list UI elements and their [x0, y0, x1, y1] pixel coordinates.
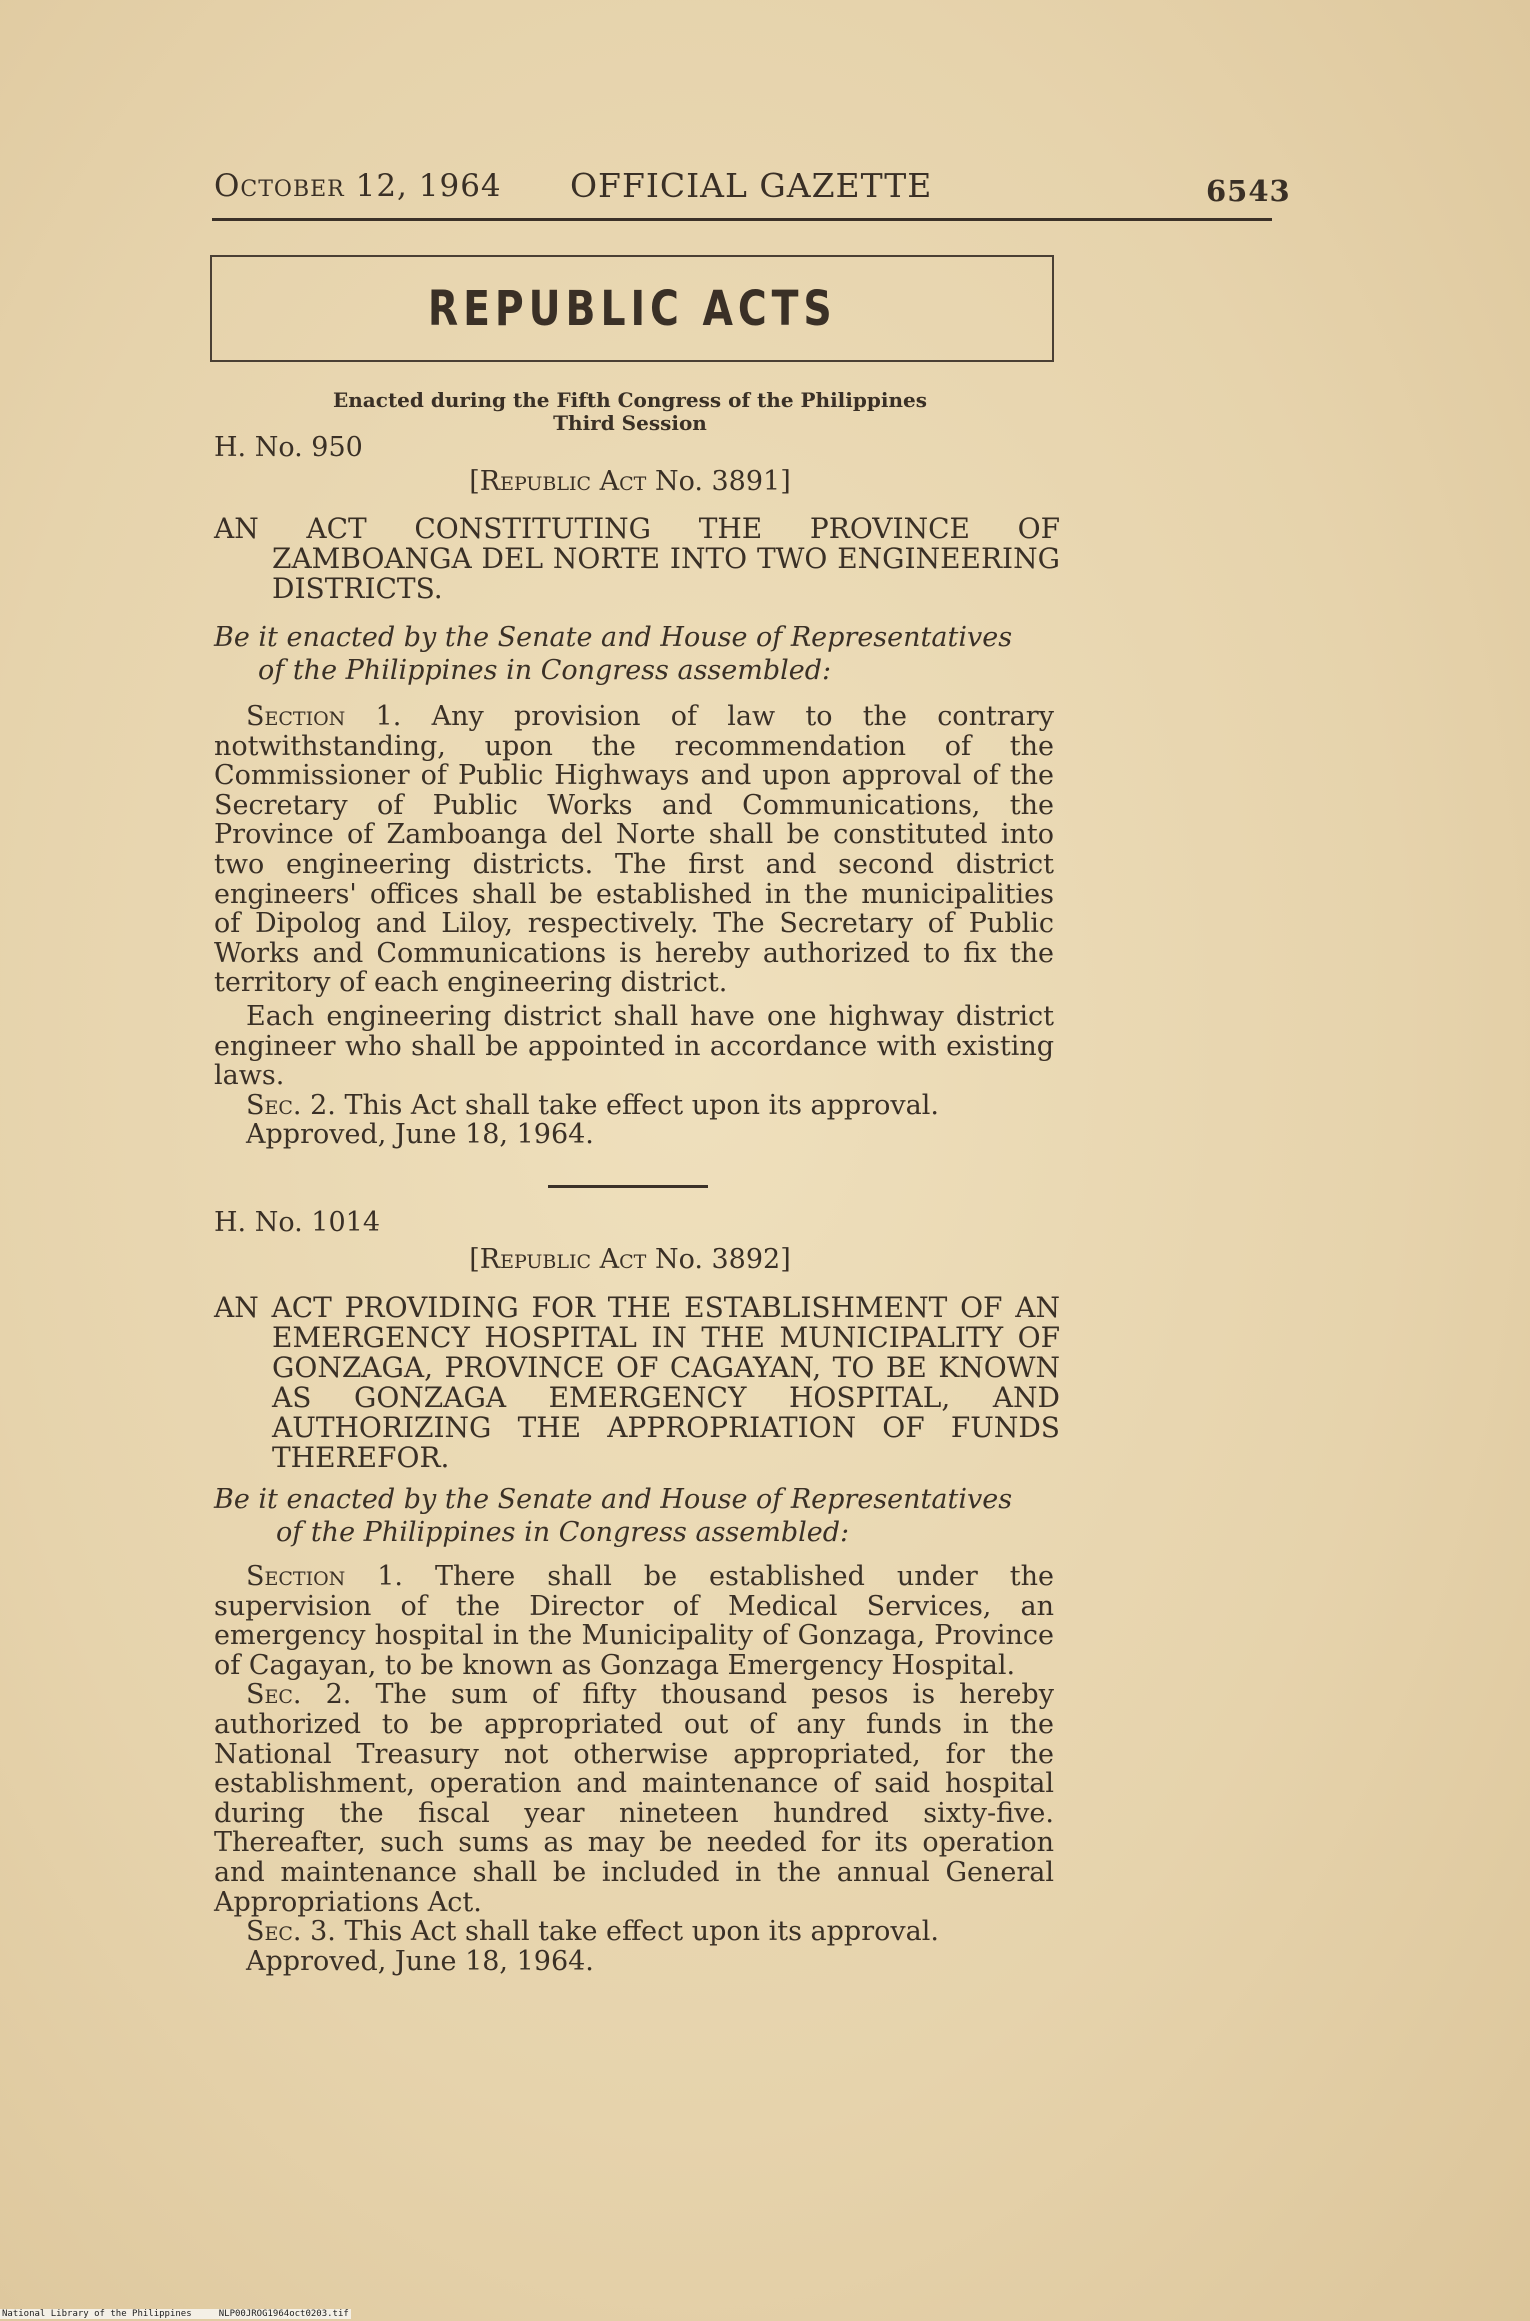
republic-act-number: [Republic Act No. 3892] [469, 1244, 791, 1275]
header-date: October 12, 1964 [214, 168, 502, 204]
page-number: 6543 [1206, 174, 1291, 208]
section-1: Section 1. There shall be established under the supervision of the Director of Medical Services, an emergency hospital in the Municipality of Gonzaga, Province of Cagayan, to be known as Gonzaga Emergency Hospital. [214, 1561, 1054, 1681]
republic-acts-banner [210, 255, 1054, 362]
section-divider [548, 1185, 708, 1188]
enacting-clause: Be it enacted by the Senate and House of Representatives of the Philippines in Congress assembled: [214, 1484, 1013, 1548]
scan-footer: National Library of the Philippines NLP00JROG1964oct0203.tif [2, 2309, 349, 2319]
bill-number: H. No. 1014 [214, 1207, 380, 1238]
header-rule [212, 218, 1272, 221]
approval-date: Approved, June 18, 1964. [246, 1119, 594, 1151]
section-3: Sec. 3. This Act shall take effect upon its approval. [246, 1916, 939, 1948]
act-body [214, 1562, 1054, 1976]
enacting-clause: Be it enacted by the Senate and House of Representatives of the Philippines in Congress assembled: [214, 622, 1013, 686]
section-1-paragraph-2: Each engineering district shall have one highway district engineer who shall be appointed in accordance with existing laws. [214, 1000, 1054, 1092]
session-line-2: Third Session [553, 411, 707, 435]
act-title: AN ACT CONSTITUTING THE PROVINCE OF ZAMBOANGA DEL NORTE INTO TWO ENGINEERING DISTRICTS. [214, 512, 1060, 605]
bill-number: H. No. 950 [214, 432, 363, 463]
banner-title: REPUBLIC ACTS [427, 280, 837, 337]
act-title: AN ACT PROVIDING FOR THE ESTABLISHMENT OF AN EMERGENCY HOSPITAL IN THE MUNICIPALITY OF GONZAGA, PROVINCE OF CAGAYAN, TO BE KNOWN AS GONZAGA EMERGENCY HOSPITAL, AND AUTHORIZING THE APPROPRIATION OF FUNDS THEREFOR. [214, 1291, 1060, 1474]
section-2: Sec. 2. This Act shall take effect upon its approval. [246, 1089, 939, 1121]
republic-act-number: [Republic Act No. 3891] [469, 466, 791, 497]
section-1: Section 1. Any provision of law to the contrary notwithstanding, upon the recommendation of the Commissioner of Public Highways and upon approval of the Secretary of Public Works and Communications, the Province of Zamboanga del Norte shall be constituted into two engineering districts. The first and second district engineers' offices shall be established in the municipalities of Dipolog and Liloy, respectively. The Secretary of Public Works and Communications is hereby authorized to fix the territory of each engineering district. [214, 701, 1054, 999]
section-2: Sec. 2. The sum of fifty thousand pesos is hereby authorized to be appropriated out of any funds in the National Treasury not otherwise appropriated, for the establishment, operation and maintenance of said hospital during the fiscal year nineteen hundred sixty-five. Thereafter, such sums as may be needed for its operation and maintenance shall be included in the annual General Appropriations Act. [214, 1679, 1054, 1918]
act-body [214, 702, 1054, 1150]
session-line-1: Enacted during the Fifth Congress of the Philippines [333, 388, 927, 412]
approval-date: Approved, June 18, 1964. [246, 1945, 594, 1977]
header-journal: OFFICIAL GAZETTE [570, 166, 933, 205]
